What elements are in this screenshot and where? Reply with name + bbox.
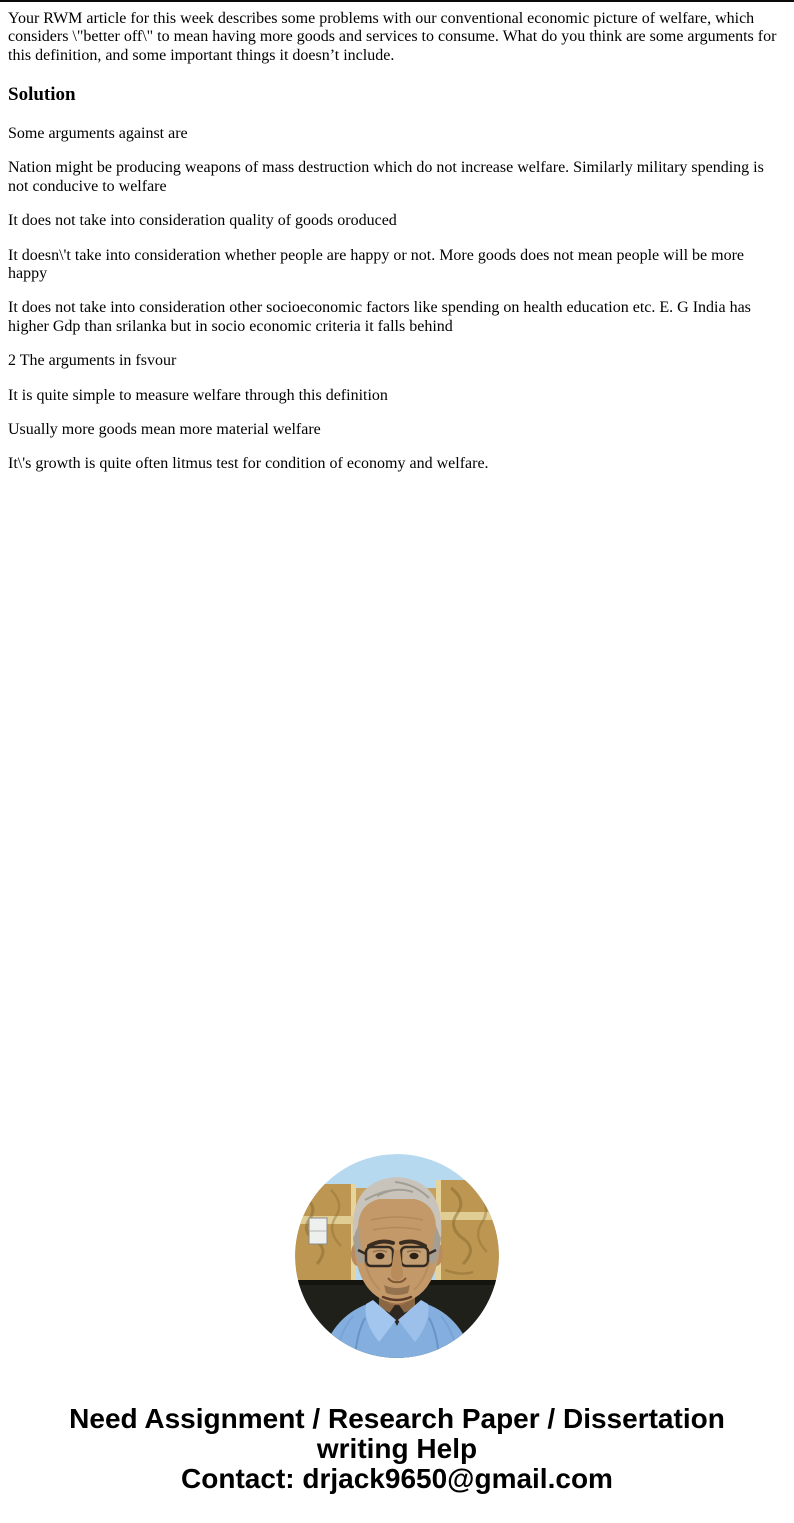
solution-paragraph: It\'s growth is quite often litmus test for condition of economy and welfare. [8, 455, 489, 473]
solution-paragraph: 2 The arguments in fsvour [8, 352, 177, 370]
footer-line: Need Assignment / Research Paper / Dissertation [69, 1402, 725, 1434]
question-text: Your RWM article for this week describes some problems with our conventional economic picture of welfare, which considers \"better off\" to mean having more goods and services to consume. What do you think are some arguments for this definition, and some important things it doesn’t include. [8, 10, 777, 64]
solution-paragraph: It is quite simple to measure welfare through this definition [8, 386, 388, 404]
footer-contact: Contact: drjack9650@gmail.com [181, 1462, 613, 1494]
solution-paragraph: Some arguments against are [8, 125, 188, 143]
document-body [0, 2, 794, 474]
avatar-wrap [0, 1154, 794, 1358]
solution-paragraph: It doesn\'t take into consideration whether people are happy or not. More goods does not mean people will be more happy [8, 246, 745, 282]
solution-heading: Solution [8, 84, 76, 106]
solution-paragraph: It does not take into consideration quality of goods oroduced [8, 212, 397, 230]
tutor-avatar [295, 1154, 499, 1358]
solution-paragraph: It does not take into consideration other socioeconomic factors like spending on health education etc. E. G India has higher Gdp than srilanka but in socio economic criteria it falls behind [8, 299, 751, 335]
solution-paragraph: Nation might be producing weapons of mass destruction which do not increase welfare. Similarly military spending is not conducive to welfare [8, 159, 764, 195]
footer-line: writing Help [316, 1432, 478, 1464]
solution-paragraph: Usually more goods mean more material welfare [8, 420, 321, 438]
footer [0, 1404, 794, 1494]
